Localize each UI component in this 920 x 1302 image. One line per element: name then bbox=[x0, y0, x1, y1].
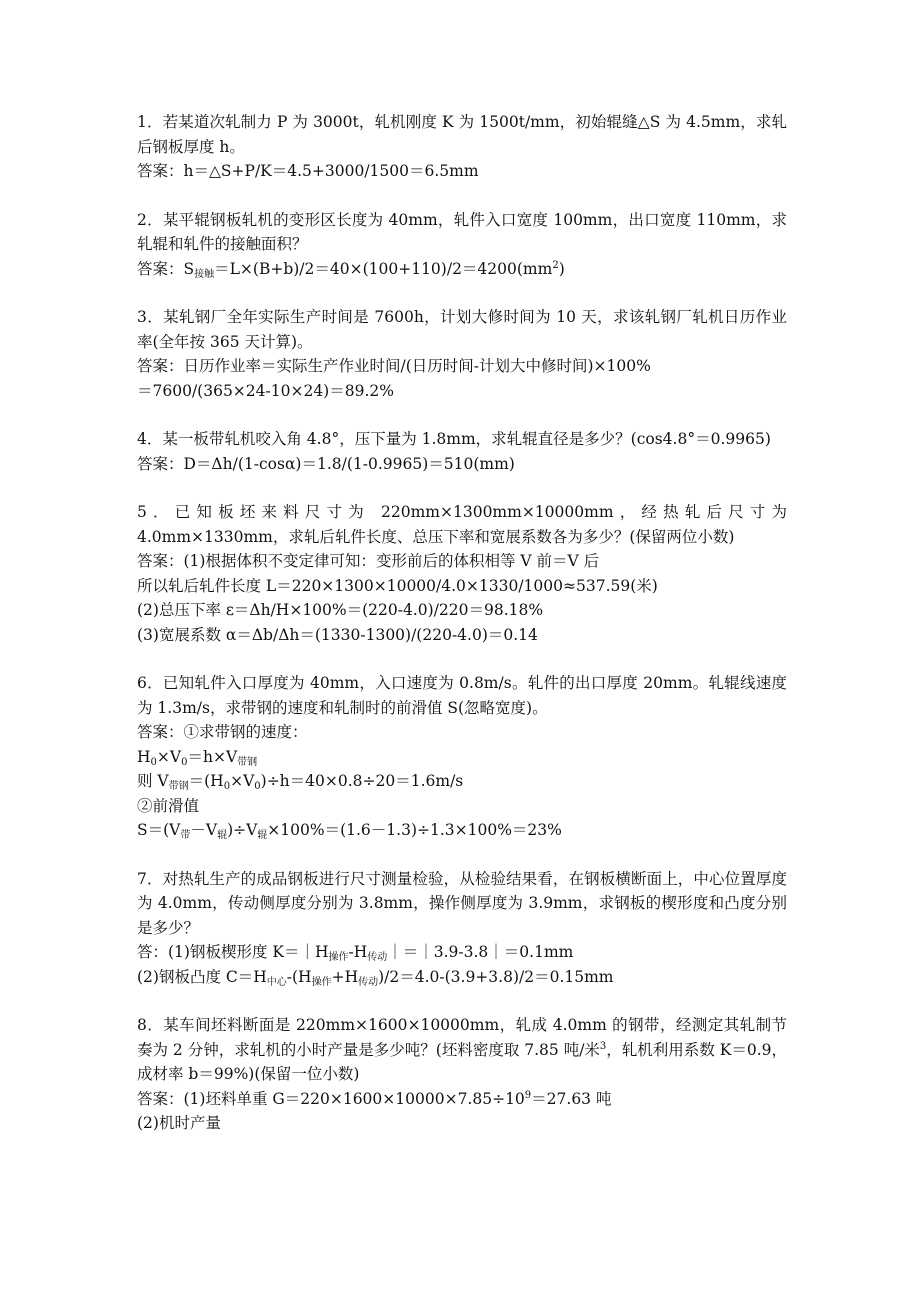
eq-text: 则 V bbox=[137, 772, 169, 790]
document-page bbox=[137, 110, 787, 1160]
eq-text: +H bbox=[331, 967, 359, 986]
answer-line: 答案：(1)根据体积不变定律可知：变形前后的体积相等 V 前＝V 后 bbox=[137, 552, 600, 570]
subscript: 接触 bbox=[194, 268, 215, 280]
problem-6 bbox=[137, 671, 787, 843]
eq-text: S＝(V bbox=[137, 821, 181, 839]
equation-line bbox=[137, 1087, 787, 1112]
answer-line: ＝7600/(365×24-10×24)＝89.2% bbox=[137, 381, 394, 400]
superscript: 3 bbox=[599, 1040, 607, 1052]
subscript: 操作 bbox=[328, 952, 349, 963]
problem-2 bbox=[137, 208, 787, 282]
answer-line: (2)机时产量 bbox=[137, 1114, 221, 1132]
subscript: 传动 bbox=[367, 952, 388, 963]
equation-line bbox=[137, 818, 787, 843]
eq-text: -(H bbox=[286, 967, 312, 986]
question-part: 8．某车间坯料断面是 220mm×1600×10000mm，轧成 4.0mm 的钢带，经测定其轧制节奏为 2 分钟，求轧机的小时产量是多少吨？(坯料密度取 7.85 吨/米 bbox=[137, 1016, 787, 1059]
superscript: 9 bbox=[524, 1089, 532, 1101]
eq-text: ＝h×V bbox=[187, 747, 238, 766]
subscript: 0 bbox=[223, 781, 231, 792]
eq-text: (2)钢板凸度 C＝H bbox=[137, 967, 267, 986]
subscript: 传动 bbox=[358, 976, 379, 988]
answer-line: 答案：日历作业率＝实际生产作业时间/(日历时间-计划大中修时间)×100% bbox=[137, 357, 651, 375]
problem-3 bbox=[137, 305, 787, 403]
question-text bbox=[137, 1013, 787, 1087]
subscript: 辊 bbox=[217, 830, 228, 841]
eq-text: ｜＝｜3.9-3.8｜＝0.1mm bbox=[387, 943, 574, 961]
eq-text: ×100%＝(1.6－1.3)÷1.3×100%＝23% bbox=[267, 821, 562, 839]
problem-4 bbox=[137, 427, 787, 476]
eq-text: ＝27.63 吨 bbox=[531, 1089, 612, 1108]
eq-text: ＝(H bbox=[188, 772, 224, 790]
subscript: 辊 bbox=[257, 830, 268, 841]
answer-line: ②前滑值 bbox=[137, 796, 200, 815]
equation-line bbox=[137, 769, 787, 794]
superscript: 2 bbox=[552, 259, 559, 271]
eq-text: －V bbox=[190, 821, 218, 839]
equation-line bbox=[137, 940, 787, 965]
equation-line bbox=[137, 965, 787, 990]
answer-line: (2)总压下率 ε＝Δh/H×100%＝(220-4.0)/220＝98.18% bbox=[137, 601, 544, 619]
question-text: 4．某一板带轧机咬入角 4.8°，压下量为 1.8mm，求轧辊直径是多少？(cos4.8°＝0.9965) bbox=[137, 430, 771, 448]
eq-text: H bbox=[137, 747, 151, 766]
answer-line: 答案：①求带钢的速度： bbox=[137, 723, 308, 741]
eq-text: )÷h＝40×0.8÷20＝1.6m/s bbox=[260, 772, 464, 790]
subscript: 中心 bbox=[266, 976, 287, 988]
eq-text: 答案：(1)坯料单重 G＝220×1600×10000×7.85÷10 bbox=[137, 1089, 525, 1108]
eq-text: ×V bbox=[156, 747, 182, 766]
answer-line: 答案：D＝Δh/(1-cosα)＝1.8/(1-0.9965)＝510(mm) bbox=[137, 454, 515, 473]
question-text: 2．某平辊钢板轧机的变形区长度为 40mm，轧件入口宽度 100mm，出口宽度 110mm，求轧辊和轧件的接触面积？ bbox=[137, 210, 787, 253]
answer-line: 答案：h＝△S+P/K＝4.5+3000/1500＝6.5mm bbox=[137, 162, 479, 180]
problem-8 bbox=[137, 1013, 787, 1136]
eq-text: 答：(1)钢板楔形度 K＝｜H bbox=[137, 943, 329, 961]
question-text: 7．对热轧生产的成品钢板进行尺寸测量检验，从检验结果看，在钢板横断面上，中心位置厚度为 4.0mm，传动侧厚度分别为 3.8mm，操作侧厚度为 3.9mm，求钢板的楔形度和凸度分别是多少？ bbox=[137, 869, 787, 937]
question-text: 3．某轧钢厂全年实际生产时间是 7600h，计划大修时间为 10 天，求该轧钢厂轧机日历作业率(全年按 365 天计算)。 bbox=[137, 308, 787, 351]
subscript: 带钢 bbox=[237, 756, 258, 768]
answer-line bbox=[137, 257, 787, 282]
subscript: 0 bbox=[181, 756, 188, 768]
subscript: 0 bbox=[254, 781, 261, 792]
answer-line: (3)宽展系数 α＝Δb/Δh＝(1330-1300)/(220-4.0)＝0.14 bbox=[137, 625, 538, 644]
equation-line bbox=[137, 745, 787, 770]
problem-7 bbox=[137, 867, 787, 990]
problem-1 bbox=[137, 110, 787, 184]
eq-text: -H bbox=[348, 943, 368, 961]
subscript: 带 bbox=[180, 830, 191, 841]
question-text: 5．已知板坯来料尺寸为 220mm×1300mm×10000mm，经热轧后尺寸为 4.0mm×1330mm，求轧后轧件长度、总压下率和宽展系数各为多少？(保留两位小数) bbox=[137, 503, 787, 546]
answer-line: 所以轧后轧件长度 L＝220×1300×10000/4.0×1330/1000≈537.59(米) bbox=[137, 576, 658, 595]
eq-text: )÷V bbox=[227, 821, 258, 839]
subscript: 带钢 bbox=[168, 781, 189, 792]
subscript: 操作 bbox=[311, 976, 332, 988]
question-text: 6．已知轧件入口厚度为 40mm，入口速度为 0.8m/s。轧件的出口厚度 20mm。轧辊线速度为 1.3m/s，求带钢的速度和轧制时的前滑值 S(忽略宽度)。 bbox=[137, 674, 787, 717]
answer-text: ) bbox=[558, 259, 565, 278]
eq-text: ×V bbox=[230, 772, 255, 790]
subscript: 0 bbox=[150, 756, 157, 768]
answer-text: ＝L×(B+b)/2＝40×(100+110)/2＝4200(mm bbox=[214, 259, 553, 278]
answer-text: 答案：S bbox=[137, 259, 195, 278]
problem-5 bbox=[137, 500, 787, 647]
question-part: ，轧机利用系数 K＝0.9，成材率 b＝99%)(保留一位小数) bbox=[137, 1040, 787, 1083]
eq-text: )/2＝4.0-(3.9+3.8)/2＝0.15mm bbox=[378, 967, 614, 986]
question-text: 1．若某道次轧制力 P 为 3000t，轧机刚度 K 为 1500t/mm，初始辊缝△S 为 4.5mm，求轧后钢板厚度 h。 bbox=[137, 113, 787, 156]
